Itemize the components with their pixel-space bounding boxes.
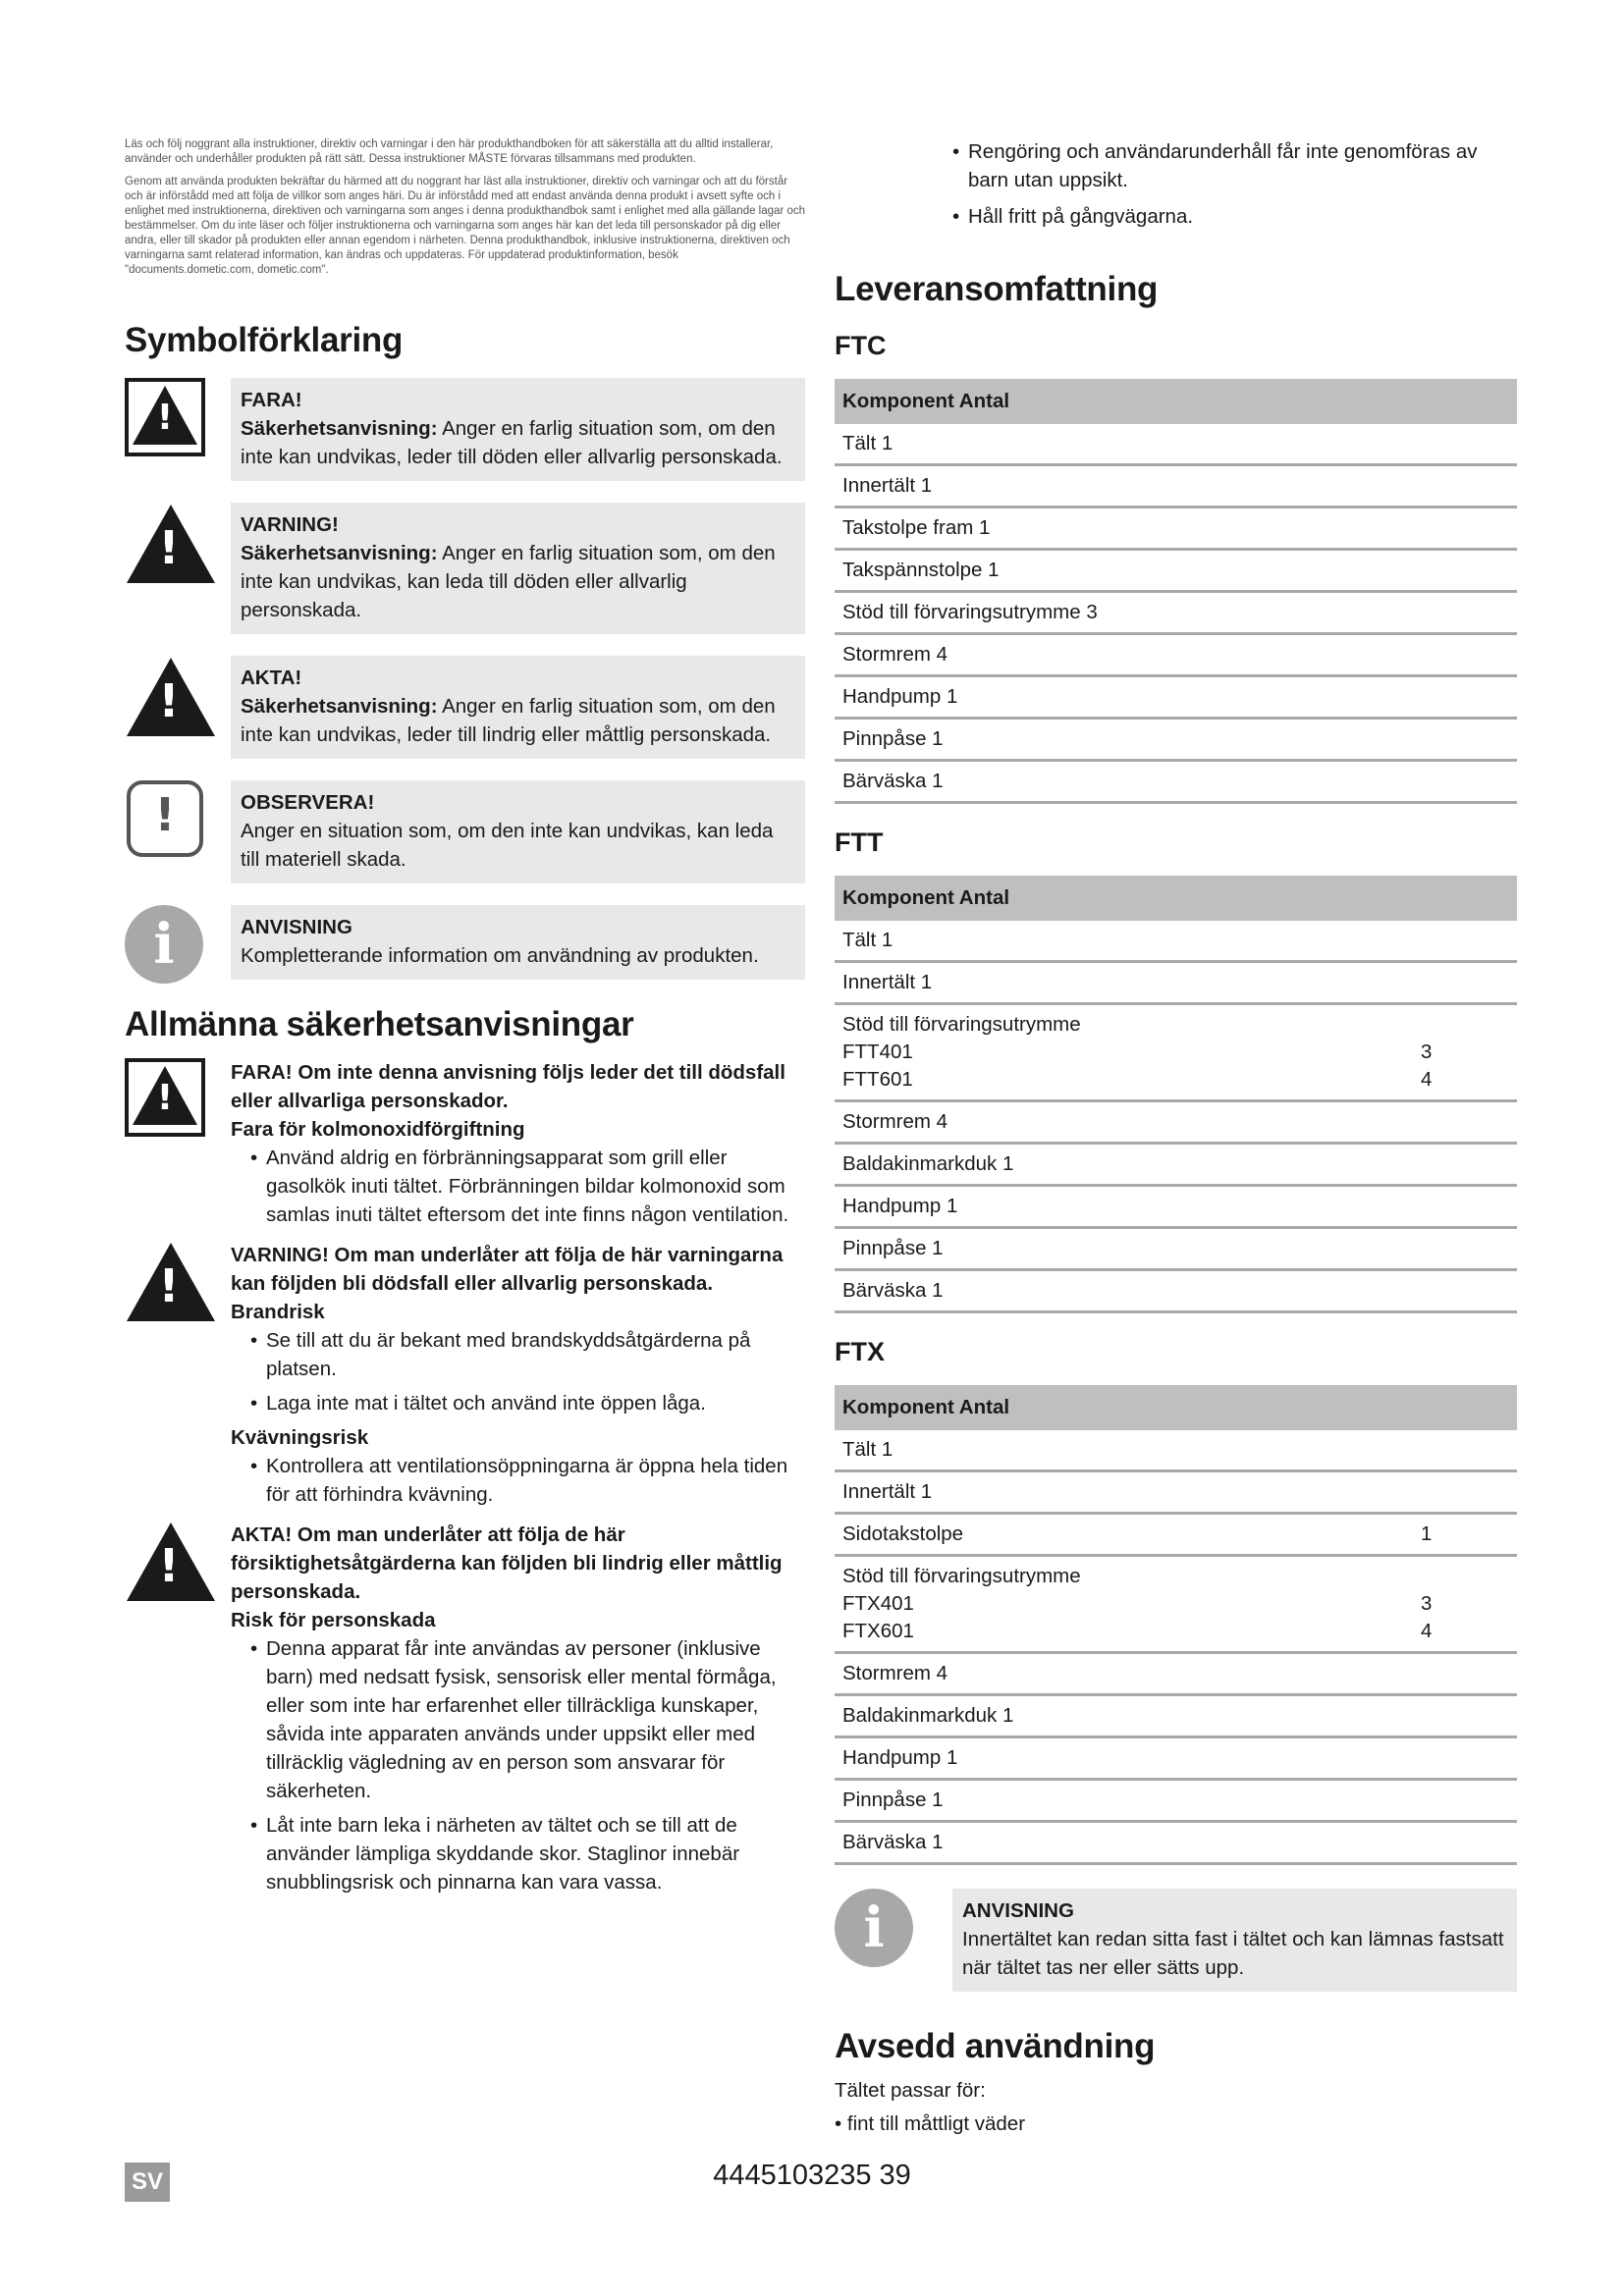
safety-warning-text (231, 1241, 805, 1515)
table-header: Komponent Antal (835, 1385, 1517, 1430)
hazard-list (231, 1144, 805, 1229)
safety-heading: AKTA! Om man underlåter att följa de här försiktighetsåtgärderna kan följden bli lindrig eller måttlig personskada. (231, 1523, 783, 1603)
table-cell: Pinnpåse 1 (835, 719, 1517, 761)
scope-section-title: Leveransomfattning (835, 270, 1159, 308)
variant-line (842, 1066, 1509, 1094)
table-cell: Takstolpe fram 1 (835, 507, 1517, 550)
variant-line (842, 1590, 1509, 1618)
variant-line (842, 1521, 1509, 1548)
note-box (952, 1889, 1517, 1992)
safety-danger-text (231, 1058, 805, 1235)
symbol-danger-row (125, 378, 805, 481)
table-row (835, 1004, 1517, 1101)
right-column (835, 137, 1517, 2141)
hazard-title: Kvävningsrisk (231, 1426, 369, 1449)
danger-icon: ! (125, 378, 213, 456)
table-cell: Bärväska 1 (835, 761, 1517, 803)
intro-text (125, 137, 805, 278)
table-cell: Bärväska 1 (835, 1822, 1517, 1864)
symbol-description: Anger en farlig situation som, om den inte kan undvikas, leder till lindrig eller måttlig personskada. (241, 695, 776, 746)
table-row (835, 1737, 1517, 1780)
signal-word-warning: VARNING! (241, 513, 339, 536)
variant-model: FTT601 (842, 1068, 913, 1091)
list-item: • Kontrollera att ventilationsöppningarna är öppna hela tiden för att förhindra kvävning. (231, 1452, 805, 1509)
symbol-notice-box (231, 780, 805, 883)
intended-use-bullet: • fint till måttligt väder (835, 2112, 1026, 2135)
info-icon: i (835, 1889, 923, 1967)
signal-word-info: ANVISNING (241, 916, 352, 938)
variant-quantity: 4 (1421, 1620, 1433, 1642)
table-cell: Handpump 1 (835, 1186, 1517, 1228)
table-cell: Pinnpåse 1 (835, 1780, 1517, 1822)
intended-use-intro: Tältet passar för: (835, 2079, 986, 2102)
table-title-ftc: FTC (835, 331, 887, 360)
table-cell: Pinnpåse 1 (835, 1228, 1517, 1270)
symbol-warning-row (125, 503, 805, 634)
hazard-list (231, 1452, 805, 1509)
table-cell: Innertält 1 (835, 465, 1517, 507)
page-footer: 4445103235 39 (713, 2160, 911, 2191)
signal-word-danger: FARA! (241, 389, 302, 411)
symbol-section-title: Symbolförklaring (125, 321, 404, 359)
symbol-description: Kompletterande information om användning av produkten. (241, 944, 759, 967)
variant-quantity: 1 (1421, 1522, 1433, 1545)
variant-quantity: 4 (1421, 1068, 1433, 1091)
hazard-list (231, 1326, 805, 1417)
symbol-notice-row (125, 780, 805, 883)
table-row (835, 1144, 1517, 1186)
safety-section-title: Allmänna säkerhetsanvisningar (125, 1005, 634, 1043)
table-cell: Tält 1 (835, 424, 1517, 465)
intro-paragraph-1: Läs och följ noggrant alla instruktioner, direktiv och varningar i den här produkthandboken för att säkerställa att du alltid installerar, använder och underhåller produkten på rätt sätt. Dessa instruktioner MÅSTE förvaras tillsammans med produkten. (125, 138, 774, 165)
table-cell (835, 1556, 1517, 1653)
signal-word-caution: AKTA! (241, 667, 302, 689)
info-icon: i (125, 905, 213, 984)
continued-safety-list (933, 137, 1517, 231)
table-row (835, 761, 1517, 803)
table-cell: Baldakinmarkduk 1 (835, 1144, 1517, 1186)
table-row (835, 1228, 1517, 1270)
table-row (835, 1695, 1517, 1737)
table-cell: Stormrem 4 (835, 1653, 1517, 1695)
signal-word-notice: OBSERVERA! (241, 791, 375, 814)
variant-line (842, 1618, 1509, 1645)
table-row (835, 1653, 1517, 1695)
intended-use-title: Avsedd användning (835, 2027, 1156, 2065)
table-row (835, 507, 1517, 550)
ftc-component-table (835, 379, 1517, 804)
table-row (835, 1780, 1517, 1822)
table-cell: Stormrem 4 (835, 1101, 1517, 1144)
list-item: • Se till att du är bekant med brandskyddsåtgärderna på platsen. (231, 1326, 805, 1383)
table-row (835, 1556, 1517, 1653)
list-item: • Använd aldrig en förbränningsapparat som grill eller gasolkök inuti tältet. Förbränningen bildar kolmonoxid som samlas inuti tältet eftersom det inte finns någon ventilation. (231, 1144, 805, 1229)
row-label: Sidotakstolpe (842, 1522, 964, 1545)
table-row (835, 424, 1517, 465)
table-cell: Stormrem 4 (835, 634, 1517, 676)
symbol-description: Anger en farlig situation som, om den inte kan undvikas, leder till döden eller allvarlig personskada. (241, 417, 783, 468)
list-item: • Rengöring och användarunderhåll får inte genomföras av barn utan uppsikt. (933, 137, 1517, 194)
left-column (125, 137, 805, 1908)
table-row (835, 592, 1517, 634)
safety-caution-text (231, 1521, 805, 1902)
table-row (835, 465, 1517, 507)
table-cell: Stöd till förvaringsutrymme 3 (835, 592, 1517, 634)
table-row (835, 1101, 1517, 1144)
note-row (835, 1889, 1517, 1992)
table-cell: Handpump 1 (835, 676, 1517, 719)
safety-danger-block (125, 1058, 805, 1235)
safety-caution-block (125, 1521, 805, 1902)
notice-icon: ! (125, 780, 213, 859)
warning-icon: ! (125, 503, 213, 581)
table-row (835, 1514, 1517, 1556)
symbol-danger-box (231, 378, 805, 481)
table-row (835, 921, 1517, 962)
symbol-warning-box (231, 503, 805, 634)
caution-icon: ! (125, 656, 213, 734)
symbol-description: Anger en situation som, om den inte kan undvikas, kan leda till materiell skada. (241, 820, 774, 871)
symbol-description: Anger en farlig situation som, om den inte kan undvikas, kan leda till döden eller allvarlig personskada. (241, 542, 776, 621)
table-row (835, 1186, 1517, 1228)
table-cell: Tält 1 (835, 921, 1517, 962)
safety-heading: FARA! Om inte denna anvisning följs leder det till dödsfall eller allvarliga personskador. (231, 1061, 785, 1112)
ftx-component-table (835, 1385, 1517, 1865)
table-cell: Bärväska 1 (835, 1270, 1517, 1312)
table-row (835, 719, 1517, 761)
row-label: Stöd till förvaringsutrymme (842, 1013, 1081, 1036)
safety-label: Säkerhetsanvisning: (241, 542, 438, 564)
language-badge: SV (125, 2163, 170, 2202)
table-title-ftx: FTX (835, 1337, 885, 1366)
variant-model: FTX401 (842, 1592, 914, 1615)
table-cell: Takspännstolpe 1 (835, 550, 1517, 592)
table-row (835, 550, 1517, 592)
table-cell (835, 1004, 1517, 1101)
table-cell: Handpump 1 (835, 1737, 1517, 1780)
intro-paragraph-2: Genom att använda produkten bekräftar du härmed att du noggrant har läst alla instruktioner, direktiv och varningar och att du förstår och är införstådd med att följa de villkor som anges häri. Du är införstådd med att endast använda denna produkt i avsett syfte och i enlighet med instruktionerna, direktiven och varningarna som anges i denna produkthandbok samt i enlighet med alla gällande lagar och bestämmelser. Om du inte läser och följer instruktionerna och varningarna som anges här kan det leda till personskador på dig eller andra, eller till skador på produkten eller annan egendom i närheten. Denna produkthandbok, inklusive instruktionerna, direktiven och varningarna samt relaterad information, kan ändras och uppdateras. För uppdaterad produktinformation, besök "documents.dometic.com, dometic.com". (125, 176, 805, 276)
table-row (835, 1471, 1517, 1514)
table-header: Komponent Antal (835, 876, 1517, 921)
danger-icon: ! (125, 1058, 213, 1137)
table-row (835, 1270, 1517, 1312)
symbol-info-box (231, 905, 805, 980)
variant-model: FTX601 (842, 1620, 914, 1642)
safety-warning-block (125, 1241, 805, 1515)
table-cell: Innertält 1 (835, 1471, 1517, 1514)
symbol-caution-box (231, 656, 805, 759)
table-row (835, 1822, 1517, 1864)
variant-model: FTT401 (842, 1041, 913, 1063)
hazard-title: Brandrisk (231, 1301, 325, 1323)
signal-word-info: ANVISNING (962, 1899, 1074, 1922)
row-label: Stöd till förvaringsutrymme (842, 1565, 1081, 1587)
safety-label: Säkerhetsanvisning: (241, 695, 438, 718)
symbol-caution-row (125, 656, 805, 759)
variant-line (842, 1039, 1509, 1066)
note-text: Innertältet kan redan sitta fast i tältet och kan lämnas fastsatt när tältet tas ner eller sätts upp. (962, 1928, 1504, 1979)
table-title-ftt: FTT (835, 828, 884, 857)
hazard-title: Risk för personskada (231, 1609, 436, 1631)
hazard-title: Fara för kolmonoxidförgiftning (231, 1118, 525, 1141)
list-item: • Håll fritt på gångvägarna. (933, 202, 1517, 231)
table-row (835, 1430, 1517, 1471)
caution-icon: ! (125, 1521, 213, 1599)
table-cell: Baldakinmarkduk 1 (835, 1695, 1517, 1737)
safety-label: Säkerhetsanvisning: (241, 417, 438, 440)
safety-heading: VARNING! Om man underlåter att följa de här varningarna kan följden bli dödsfall eller allvarlig personskada. (231, 1244, 784, 1295)
list-item: • Denna apparat får inte användas av personer (inklusive barn) med nedsatt fysisk, sensorisk eller mental förmåga, eller som inte har erfarenhet eller tillräckliga kunskaper, såvida inte apparaten används under uppsikt eller med tillräcklig vägledning av en person som ansvarar för säkerheten. (231, 1634, 805, 1805)
list-item: • Laga inte mat i tältet och använd inte öppen låga. (231, 1389, 805, 1417)
table-row (835, 962, 1517, 1004)
table-cell: Innertält 1 (835, 962, 1517, 1004)
table-row (835, 634, 1517, 676)
warning-icon: ! (125, 1241, 213, 1319)
variant-quantity: 3 (1421, 1592, 1433, 1615)
ftt-component-table (835, 876, 1517, 1313)
table-row (835, 676, 1517, 719)
hazard-list (231, 1634, 805, 1896)
table-cell: Tält 1 (835, 1430, 1517, 1471)
list-item: • Låt inte barn leka i närheten av tältet och se till att de använder lämpliga skyddande skor. Staglinor innebär snubblingsrisk och pinnarna kan vara vassa. (231, 1811, 805, 1896)
variant-quantity: 3 (1421, 1041, 1433, 1063)
table-cell (835, 1514, 1517, 1556)
symbol-info-row (125, 905, 805, 984)
table-header: Komponent Antal (835, 379, 1517, 424)
